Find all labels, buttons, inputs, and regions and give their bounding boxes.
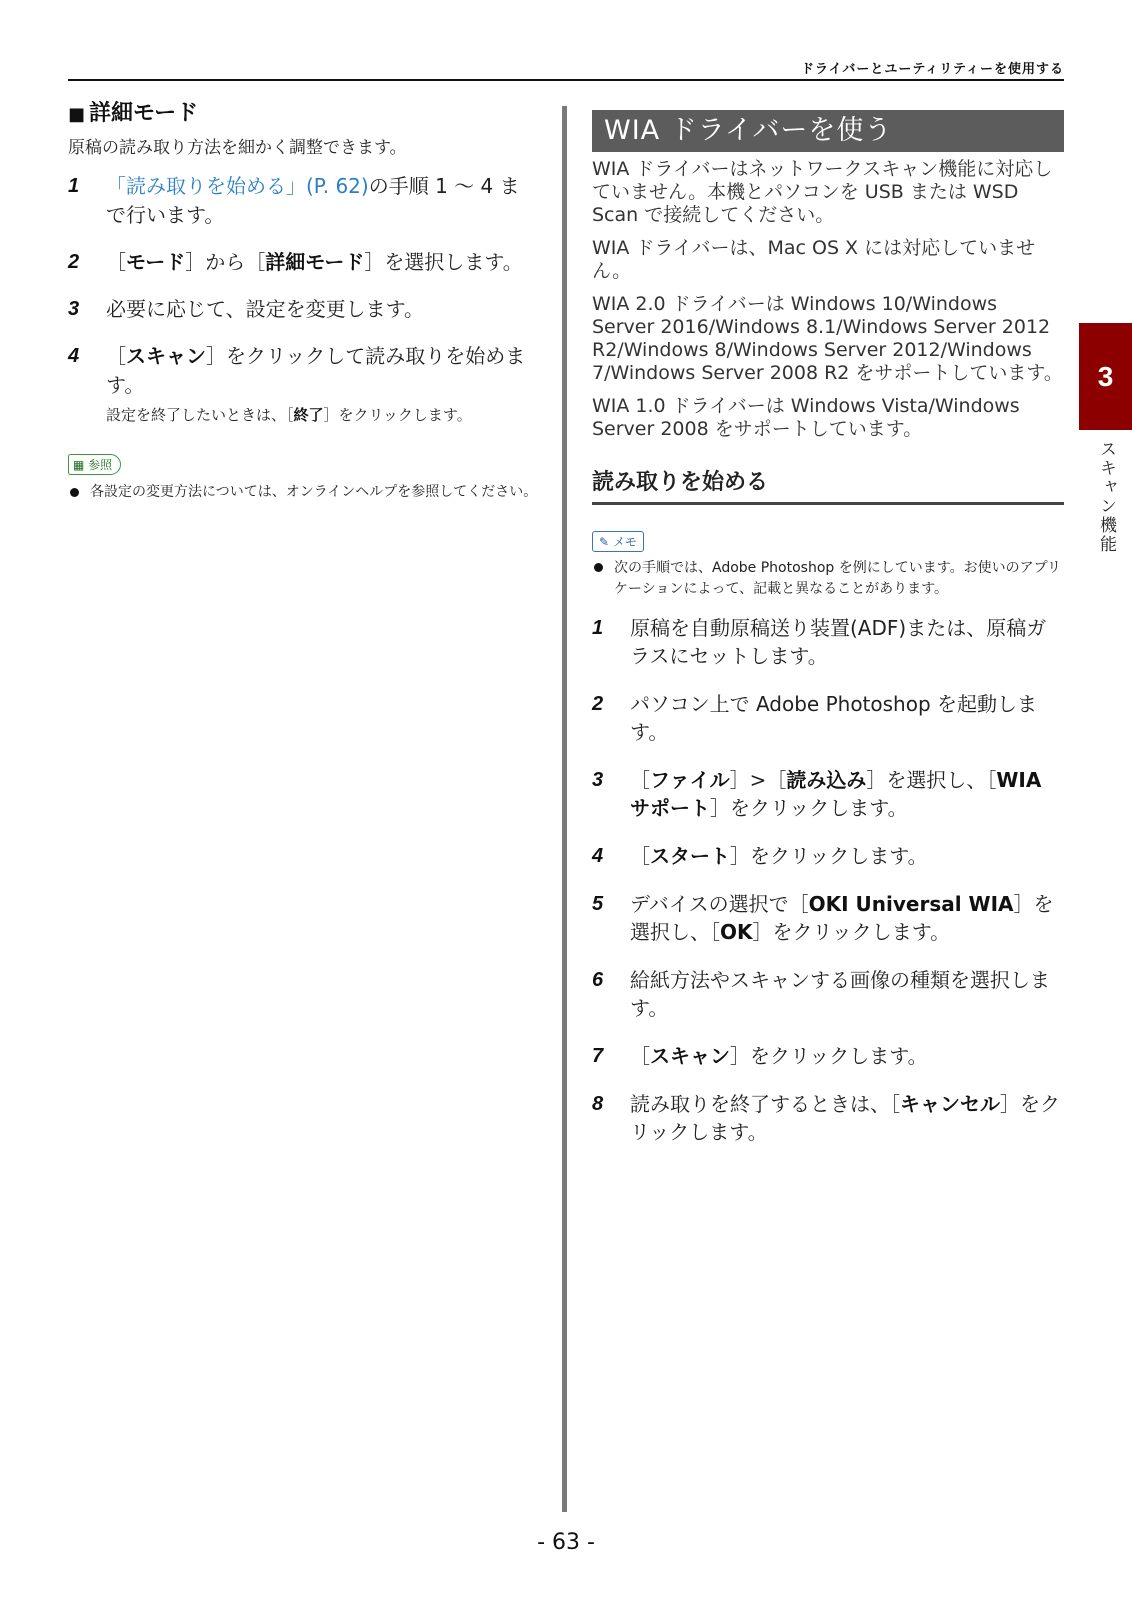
reference-badge [68, 454, 121, 475]
step-number: 4 [68, 345, 80, 367]
step-number: 1 [68, 175, 80, 197]
step-item [592, 690, 1064, 746]
right-column [592, 110, 1064, 1166]
step-text: ］をクリックします。 [630, 1092, 1060, 1144]
step-text: パソコン上で Adobe Photoshop を起動します。 [630, 692, 1038, 744]
step-text: ］をクリックします。 [710, 796, 908, 820]
chapter-tab[interactable]: 3 [1079, 323, 1132, 430]
step-text: 原稿を自動原稿送り装置(ADF)または、原稿ガラスにセットします。 [630, 616, 1047, 668]
bracket-open: ［ [106, 250, 126, 274]
ui-term: モード [126, 250, 186, 274]
book-icon: ▦ [73, 458, 85, 472]
step-item [592, 842, 1064, 870]
ui-term: スキャン [126, 344, 206, 368]
square-marker-icon: ■ [68, 104, 86, 125]
note-text: 設定を終了したいときは、［ [106, 406, 294, 424]
step-text: ］を選択し、［ [630, 892, 1054, 944]
step-text: ］をクリックします。 [752, 920, 951, 944]
ui-term: 読み込み [786, 768, 867, 792]
cross-reference-link[interactable]: 「読み取りを始める」(P. 62) [106, 174, 369, 198]
paragraph: WIA 2.0 ドライバーは Windows 10/Windows Server 2016/Windows 8.1/Windows Server 2012 R2/Windows 8/Windows Server 2012/Windows 7/Windows Server 2008 R2 をサポートしています。 [592, 293, 1063, 384]
step-number: 6 [592, 969, 604, 991]
step-item [592, 614, 1064, 670]
ui-term: WIA サポート [630, 768, 1042, 820]
ui-term: 詳細モード [265, 250, 365, 274]
step-text: ］を選択します。 [364, 250, 523, 274]
note-text: ］をクリックします。 [323, 406, 472, 424]
ui-term: 終了 [293, 406, 324, 424]
ui-term: キャンセル [900, 1092, 1000, 1116]
step-item [68, 342, 538, 426]
step-number: 3 [592, 769, 604, 791]
step-text: ］をクリックします。 [730, 844, 928, 868]
step-text: ］をクリックして読み取りを始めます。 [106, 344, 526, 397]
step-number: 8 [592, 1093, 604, 1115]
step-number: 4 [592, 845, 604, 867]
memo-label: メモ [612, 535, 637, 549]
step-number: 2 [592, 693, 604, 715]
step-text: ］をクリックします。 [730, 1044, 928, 1068]
ui-term: スキャン [650, 1044, 730, 1068]
step-number: 2 [68, 251, 80, 273]
step-number: 3 [68, 298, 80, 320]
step-text: ［ [630, 768, 650, 792]
bracket-open: ［ [106, 344, 126, 368]
step-item [68, 295, 538, 324]
column-divider [562, 106, 567, 1512]
ui-term: スタート [650, 844, 730, 868]
paragraph: WIA ドライバーはネットワークスキャン機能に対応していません。本機とパソコンを USB または WSD Scan で接続してください。 [592, 158, 1053, 226]
step-text: 読み取りを終了するときは、［ [630, 1092, 900, 1116]
section-heading-text: 詳細モード [89, 101, 199, 126]
ui-term: ファイル [650, 768, 730, 792]
step-item [592, 1090, 1064, 1146]
step-text: 給紙方法やスキャンする画像の種類を選択します。 [630, 968, 1050, 1020]
step-item [592, 890, 1064, 946]
step-number: 7 [592, 1045, 604, 1067]
step-text: 必要に応じて、設定を変更します。 [106, 297, 424, 321]
step-item [68, 248, 538, 277]
reference-label: 参照 [88, 458, 113, 472]
bullet-item: 次の手順では、Adobe Photoshop を例にしています。お使いのアプリケーションによって、記載と異なることがあります。 [592, 558, 1064, 600]
step-text: ［ [630, 844, 650, 868]
step-text: ］を選択し、［ [866, 768, 997, 792]
step-text: デバイスの選択で［ [630, 892, 809, 916]
step-item [592, 766, 1064, 822]
step-item [592, 1042, 1064, 1070]
step-text: ］>［ [729, 768, 787, 792]
paragraph: WIA 1.0 ドライバーは Windows Vista/Windows Server 2008 をサポートしています。 [592, 395, 1020, 440]
step-item [592, 966, 1064, 1022]
left-step-list [68, 172, 538, 426]
header-rule [68, 79, 1064, 81]
chapter-tab-label: スキャン機能 [1096, 440, 1116, 554]
section-heading [68, 100, 538, 129]
page-number: - 63 - [537, 1530, 595, 1555]
paragraph: WIA ドライバーは、Mac OS X には対応していません。 [592, 237, 1036, 282]
step-text: ［ [630, 1044, 650, 1068]
ui-term: OKI Universal WIA [808, 892, 1014, 916]
memo-badge [592, 531, 644, 552]
pencil-icon: ✎ [599, 535, 610, 549]
section-intro: 原稿の読み取り方法を細かく調整できます。 [68, 138, 407, 158]
subsection-heading: 読み取りを始める [592, 465, 1064, 505]
reference-list [68, 483, 538, 502]
step-number: 5 [592, 893, 604, 915]
running-header: ドライバーとユーティリティーを使用する [800, 62, 1064, 77]
chapter-section-title: WIA ドライバーを使う [592, 110, 1064, 152]
ui-term: OK [720, 920, 753, 944]
step-text: の手順 1 〜 4 まで行います。 [106, 174, 520, 227]
step-text: ］から［ [185, 250, 266, 274]
bullet-item: 各設定の変更方法については、オンラインヘルプを参照してください。 [68, 483, 538, 502]
step-item [68, 172, 538, 230]
step-number: 1 [592, 617, 604, 639]
memo-list [592, 558, 1064, 600]
right-step-list [592, 614, 1064, 1146]
step-note [106, 404, 538, 426]
left-column [68, 100, 538, 502]
